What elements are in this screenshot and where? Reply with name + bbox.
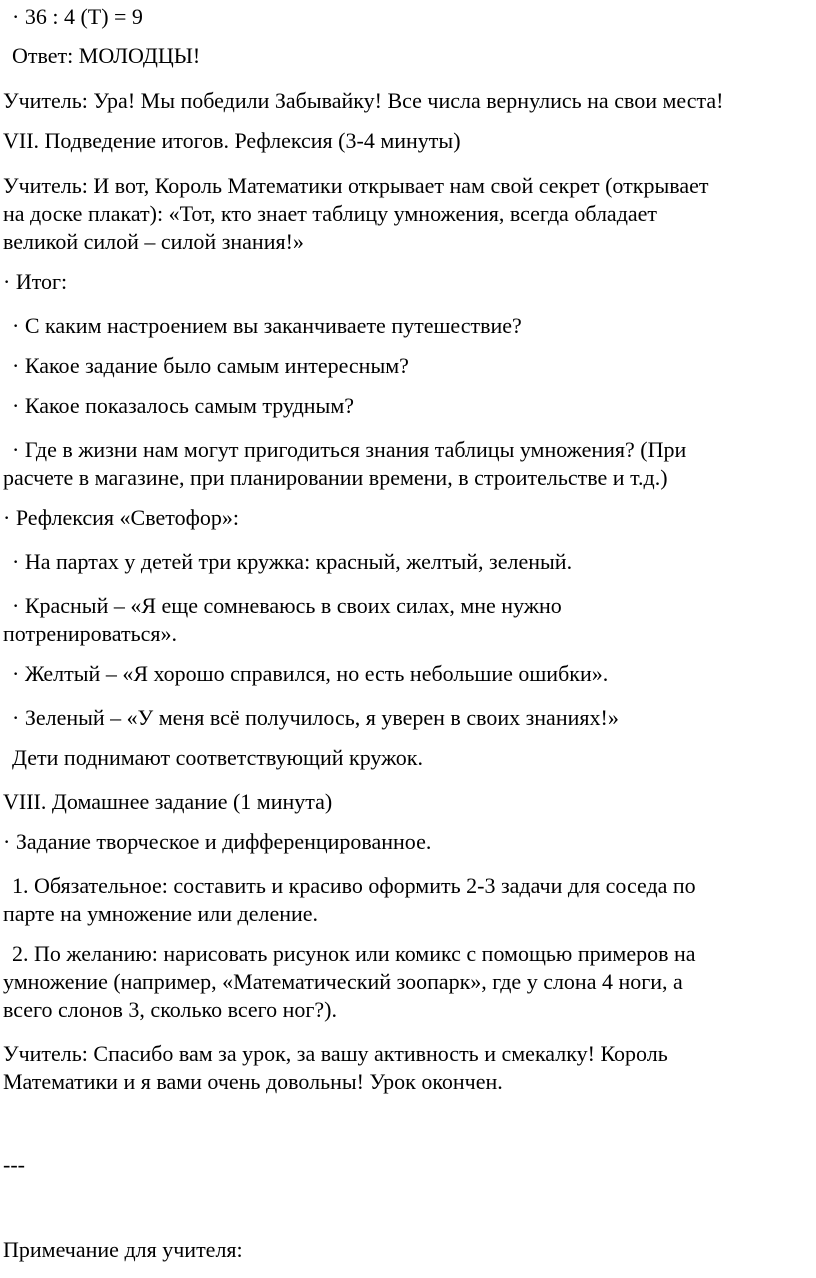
- text-line: · Задание творческое и дифференцированное.: [3, 829, 432, 854]
- text-line: всего слонов 3, сколько всего ног?).: [3, 997, 337, 1022]
- text-line: · Где в жизни нам могут пригодиться знания таблицы умножения? (При: [12, 437, 687, 462]
- text-line: 2. По желанию: нарисовать рисунок или комикс с помощью примеров на: [12, 941, 696, 966]
- text-line: Учитель: И вот, Король Математики открывает нам свой секрет (открывает: [3, 173, 709, 198]
- text-line: · На партах у детей три кружка: красный, желтый, зеленый.: [12, 549, 573, 574]
- text-line: · Какое задание было самым интересным?: [12, 353, 409, 378]
- section-heading: VII. Подведение итогов. Рефлексия (3-4 минуты): [3, 128, 461, 153]
- text-line: на доске плакат): «Тот, кто знает таблицу умножения, всегда обладает: [3, 201, 658, 226]
- text-line: · Желтый – «Я хорошо справился, но есть небольшие ошибки».: [12, 661, 609, 686]
- text-line: · Красный – «Я еще сомневаюсь в своих силах, мне нужно: [12, 593, 562, 618]
- text-line: · Зеленый – «У меня всё получилось, я уверен в своих знаниях!»: [12, 705, 619, 730]
- text-line: · Какое показалось самым трудным?: [12, 393, 355, 418]
- text-line: парте на умножение или деление.: [3, 901, 319, 926]
- separator-line: ---: [3, 1152, 25, 1177]
- section-heading: VIII. Домашнее задание (1 минута): [3, 789, 333, 814]
- text-line: · 36 : 4 (Т) = 9: [12, 4, 143, 29]
- text-line: Учитель: Ура! Мы победили Забывайку! Все числа вернулись на свои места!: [3, 88, 724, 113]
- text-line: · Рефлексия «Светофор»:: [3, 505, 239, 530]
- text-line: умножение (например, «Математический зоопарк», где у слона 4 ноги, а: [3, 969, 683, 994]
- text-line: потренироваться».: [3, 621, 178, 646]
- text-line: Примечание для учителя:: [3, 1237, 243, 1262]
- text-line: · Итог:: [3, 269, 68, 294]
- text-line: расчете в магазине, при планировании времени, в строительстве и т.д.): [3, 465, 668, 490]
- text-line: Ответ: МОЛОДЦЫ!: [12, 43, 201, 68]
- text-line: · С каким настроением вы заканчиваете путешествие?: [12, 313, 522, 338]
- text-line: Учитель: Спасибо вам за урок, за вашу активность и смекалку! Король: [3, 1041, 668, 1066]
- text-line: великой силой – силой знания!»: [3, 229, 304, 254]
- text-line: Математики и я вами очень довольны! Урок окончен.: [3, 1069, 503, 1094]
- text-line: Дети поднимают соответствующий кружок.: [12, 745, 423, 770]
- text-line: 1. Обязательное: составить и красиво оформить 2-3 задачи для соседа по: [12, 873, 696, 898]
